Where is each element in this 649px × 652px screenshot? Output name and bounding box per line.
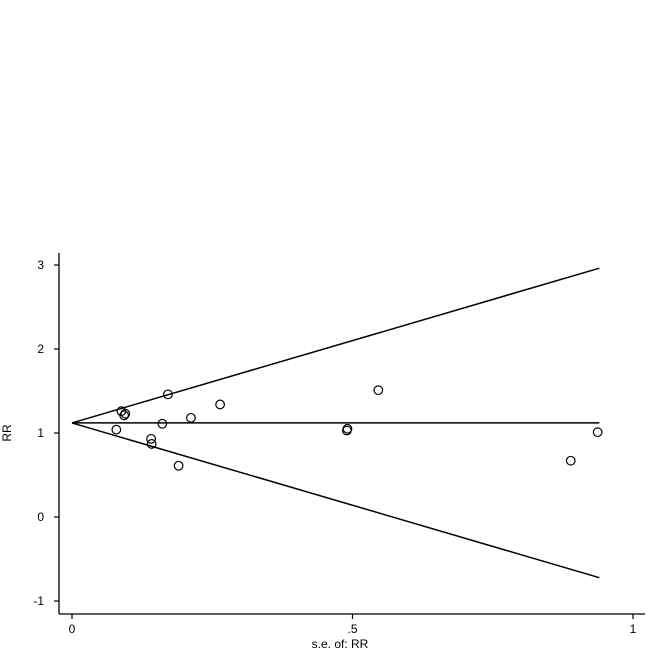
y-tick-label: 1 — [37, 426, 44, 440]
y-tick-label: 2 — [37, 342, 44, 356]
y-axis-label: RR — [0, 424, 14, 442]
x-tick-label: 0 — [68, 622, 76, 636]
y-tick-label: 3 — [37, 258, 44, 272]
x-tick-label: .5 — [347, 622, 358, 636]
x-axis-label: s.e. of: RR — [311, 637, 369, 651]
x-tick-label: 1 — [629, 622, 637, 636]
y-tick-label: -1 — [33, 594, 44, 608]
y-tick-label: 0 — [37, 510, 44, 524]
